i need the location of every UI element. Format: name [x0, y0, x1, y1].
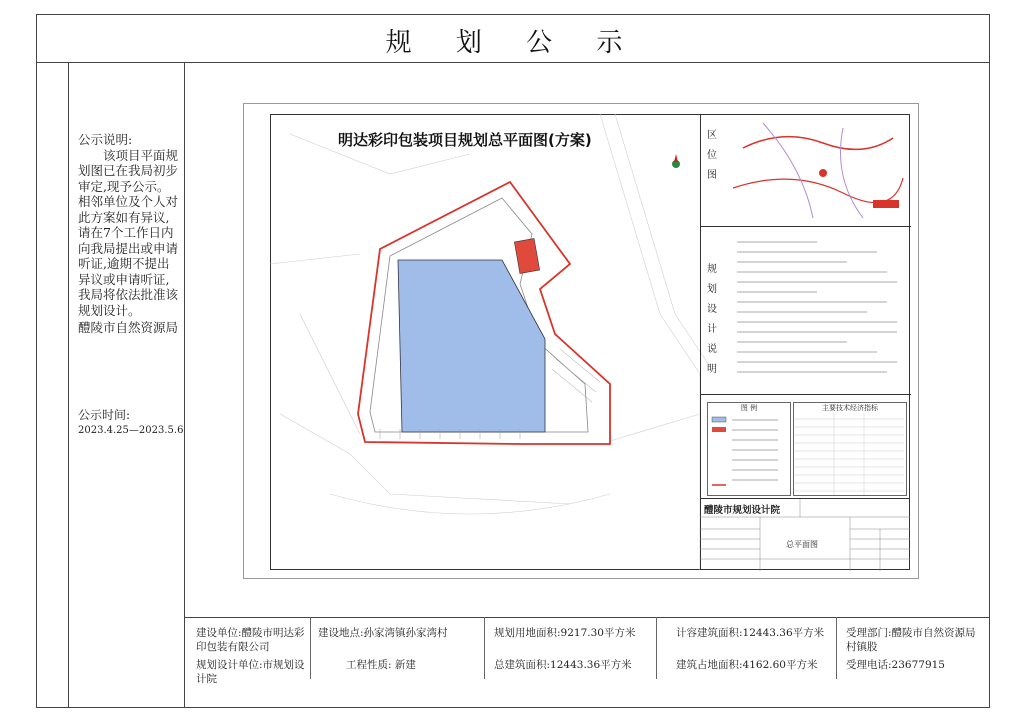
north-arrow-tip-icon — [674, 154, 678, 162]
notice-body: 该项目平面规划图已在我局初步审定,现予公示。相邻单位及个人对此方案如有异议,请在7个工作日内向我局提出或申请听证,逾期不提出异议或申请听证,我局将依法批准该规划设计。 — [78, 147, 179, 318]
publish-dates: 2023.4.25—2023.5.6 — [78, 425, 184, 436]
info-col-divider — [484, 617, 485, 679]
floor-area-calc — [676, 626, 834, 640]
notice-text — [78, 132, 178, 336]
design-notes-label: 规 划 设 计 说 明 — [707, 264, 717, 375]
design-notes-text-lines — [727, 232, 905, 390]
design-unit-value: 市规划设计院 — [196, 659, 305, 685]
legend-indicators-box — [701, 398, 911, 498]
legend-entries — [708, 413, 788, 493]
publish-time — [78, 408, 188, 438]
location-map-label: 区 位 图 — [707, 130, 717, 181]
accept-dept-label: 受理部门: — [846, 627, 892, 639]
total-floor-label: 总建筑面积: — [494, 659, 551, 671]
project-nature-value: 新建 — [394, 659, 416, 671]
project-nature — [346, 658, 480, 672]
floor-area-calc-label: 计容建筑面积: — [676, 627, 743, 639]
phone-label: 受理电话: — [846, 659, 892, 671]
project-nature-label: 工程性质: — [346, 659, 392, 671]
institute-name: 醴陵市规划设计院 — [704, 505, 781, 516]
design-notes-box — [701, 226, 911, 395]
accept-phone — [846, 658, 976, 672]
sheet-name: 总平面图 — [786, 540, 818, 549]
construction-unit-label: 建设单位: — [196, 627, 242, 639]
building-footprint — [676, 658, 834, 672]
column-divider — [184, 62, 185, 708]
info-col-divider — [836, 617, 837, 679]
design-unit — [196, 658, 308, 686]
construction-unit — [196, 626, 308, 654]
footprint-label: 建筑占地面积: — [676, 659, 743, 671]
notice-organization: 醴陵市自然资源局 — [78, 320, 179, 335]
total-floor-value: 12443.36平方米 — [550, 659, 632, 671]
footprint-value: 4162.60平方米 — [742, 659, 818, 671]
planned-land-area — [494, 626, 656, 640]
construction-site-value: 孙家湾镇孙家湾村 — [363, 627, 448, 639]
drawing-title: 明达彩印包装项目规划总平面图(方案) — [338, 131, 592, 149]
accept-dept-value: 醴陵市自然资源局村镇股 — [846, 627, 976, 653]
project-location-icon — [819, 169, 827, 177]
indicators-rows — [794, 413, 904, 495]
indicators-label: 主要技术经济指标 — [822, 404, 878, 412]
info-col-divider — [656, 617, 657, 679]
planned-land-value: 9217.30平方米 — [560, 627, 636, 639]
indicators-table — [793, 402, 907, 496]
info-col-divider — [310, 617, 311, 679]
notice-heading: 公示说明: — [78, 132, 133, 147]
info-divider — [184, 617, 990, 618]
construction-site — [318, 626, 482, 640]
total-floor-area — [494, 658, 656, 672]
legend-table — [707, 402, 791, 496]
title-block-grid — [700, 499, 910, 571]
design-unit-label: 规划设计单位: — [196, 659, 263, 671]
publish-label: 公示时间: — [78, 408, 131, 422]
floor-area-calc-value: 12443.36平方米 — [742, 627, 825, 639]
construction-site-label: 建设地点: — [318, 627, 364, 639]
location-map — [723, 118, 907, 222]
construction-unit-value: 醴陵市明达彩印包装有限公司 — [196, 627, 305, 653]
planned-land-label: 规划用地面积: — [494, 627, 561, 639]
page-title: 规 划 公 示 — [385, 28, 641, 58]
location-map-box — [701, 114, 911, 227]
phone-value: 23677915 — [891, 659, 945, 671]
accept-department — [846, 626, 976, 654]
legend-label: 图 例 — [740, 404, 758, 412]
title-block — [700, 498, 910, 570]
